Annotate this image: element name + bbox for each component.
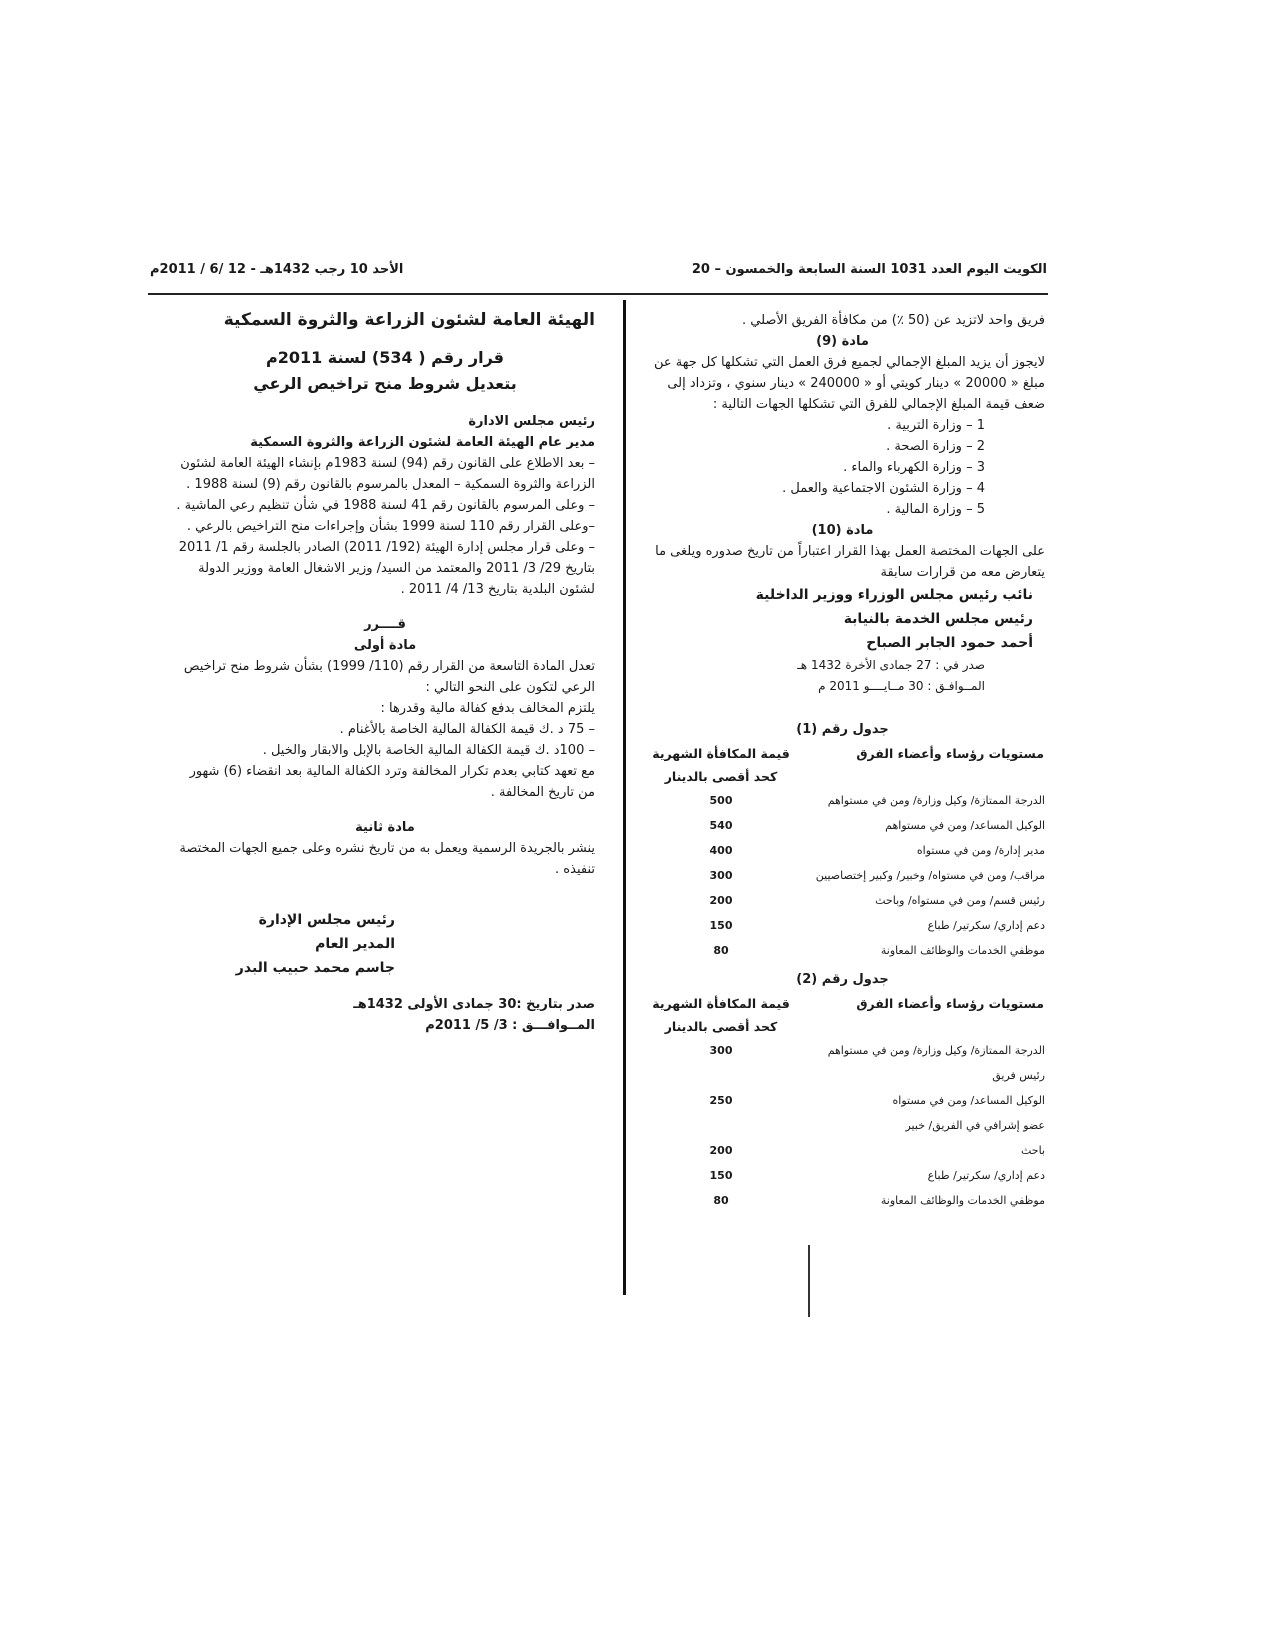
table-1-header-value-sub: كحد أقصى بالدينار (664, 769, 778, 784)
signature-name: جاسم محمد حبيب البدر (235, 960, 395, 976)
table-row: الدرجة الممتازة/ وكيل وزارة/ ومن في مستواهم 500 (709, 794, 1045, 807)
article-1-title: مادة أولى (353, 638, 417, 653)
table-2-header-value: قيمة المكافأة الشهرية (652, 996, 790, 1011)
column-divider (623, 300, 626, 1295)
ministry-item: 2 – وزارة الصحة . (886, 439, 985, 454)
table-row: مدير إدارة/ ومن في مستواه 400 (709, 844, 1045, 857)
article-2-text: ينشر بالجريدة الرسمية ويعمل به من تاريخ نشره وعلى جميع الجهات المختصة تنفيذه . (179, 841, 595, 877)
table-row: دعم إداري/ سكرتير/ طباع 150 (709, 919, 1045, 932)
table-row: رئيس قسم/ ومن في مستواه/ وباحث 200 (709, 894, 1045, 907)
table-2-header-value-sub: كحد أقصى بالدينار (664, 1019, 778, 1034)
article-1-line: مع تعهد كتابي بعدم تكرار المخالفة وترد الكفالة المالية بعد انقضاء (6) شهور من تاريخ المخالفة . (189, 764, 595, 800)
signature-title-1: رئيس مجلس الإدارة (258, 912, 395, 928)
article-10-title: مادة (10) (811, 523, 874, 538)
table-1-header-value: قيمة المكافأة الشهرية (652, 746, 790, 761)
preamble-item: – بعد الاطلاع على القانون رقم (94) لسنة 1983م بإنشاء الهيئة العامة لشئون الزراعة والثروة السمكية – المعدل بالمرسوم بالقانون رقم (9) لسنة 1988 . (180, 456, 595, 492)
issuer-line-1: رئيس مجلس الادارة (468, 414, 595, 429)
article-10-text: على الجهات المختصة العمل بهذا القرار اعتباراً من تاريخ صدوره ويلغى ما يتعارض معه من قرارات سابقة (655, 544, 1045, 580)
preamble-item: – وعلى المرسوم بالقانون رقم 41 لسنة 1988 في شأن تنظيم رعي الماشية . (176, 498, 595, 513)
decision-subject: بتعديل شروط منح تراخيص الرعي (253, 374, 517, 393)
ministry-item: 3 – وزارة الكهرباء والماء . (843, 460, 985, 475)
continuation-column (640, 310, 1045, 1213)
header-date: الأحد 10 رجب 1432هـ - 12 /6 / 2011م (150, 262, 404, 277)
header-rule (148, 293, 1048, 295)
preamble-item: – وعلى قرار مجلس إدارة الهيئة (192/ 2011) الصادر بالجلسة رقم 1/ 2011 بتاريخ 29/ 3/ 2011 والمعتمد من السيد/ وزير الاشغال العامة ووزير الدولة لشئون البلدية بتاريخ 13/ 4/ 2011 . (178, 540, 595, 597)
article-9-text: لايجوز أن يزيد المبلغ الإجمالي لجميع فرق العمل التي تشكلها كل جهة عن مبلغ « 20000 » دينار كويتي أو « 240000 » دينار سنوي ، وتزداد إلى ضعف قيمة المبلغ الإجمالي للفرق التي تشكلها الجهات التالية : (653, 355, 1045, 412)
signature-line-2: رئيس مجلس الخدمة بالنيابة (843, 611, 1033, 627)
ministry-item: 5 – وزارة المالية . (886, 502, 985, 517)
table-1-header-level: مستويات رؤساء وأعضاء الفرق (856, 746, 1044, 761)
ministry-item: 4 – وزارة الشئون الاجتماعية والعمل . (782, 481, 985, 496)
article-1-line: – 75 د .ك قيمة الكفالة المالية الخاصة بالأغنام . (339, 722, 595, 737)
signature-name: أحمد حمود الجابر الصباح (866, 635, 1033, 651)
issued-date: صدر في : 27 جمادى الأخرة 1432 هـ (797, 658, 985, 672)
table-row: موظفي الخدمات والوظائف المعاونة 80 (713, 944, 1045, 957)
stray-mark (808, 1245, 810, 1317)
table-row: الوكيل المساعد/ ومن في مستواه 250 (709, 1094, 1045, 1107)
article-1-line: يلتزم المخالف بدفع كفالة مالية وقدرها : (380, 701, 595, 716)
article-1-line: – 100د .ك قيمة الكفالة المالية الخاصة بالإبل والابقار والخيل . (262, 743, 595, 758)
signature-title-2: المدير العام (315, 936, 395, 952)
table-row: دعم إداري/ سكرتير/ طباع 150 (709, 1169, 1045, 1182)
agency-title: الهيئة العامة لشئون الزراعة والثروة السمكية (223, 310, 595, 330)
header-issue-info: الكويت اليوم العدد 1031 السنة السابعة والخمسون – 20 (691, 262, 1047, 277)
article-1-line: تعدل المادة التاسعة من القرار رقم (110/ 1999) بشأن شروط منح تراخيص الرعي لتكون على النحو التالي : (183, 659, 595, 695)
table-2-caption: جدول رقم (2) (796, 972, 889, 987)
table-2-header-level: مستويات رؤساء وأعضاء الفرق (856, 996, 1044, 1011)
signature-line-1: نائب رئيس مجلس الوزراء ووزير الداخلية (755, 587, 1033, 603)
table-row: موظفي الخدمات والوظائف المعاونة 80 (713, 1194, 1045, 1207)
ministry-item: 1 – وزارة التربية . (887, 418, 985, 433)
decision-number: قرار رقم ( 534) لسنة 2011م (265, 348, 505, 367)
corresponding-date: المــوافـــق : 3/ 5/ 2011م (425, 1018, 595, 1033)
article-9-title: مادة (9) (816, 334, 869, 349)
table-row: باحث 200 (709, 1144, 1045, 1157)
continuation-text: فريق واحد لاتزيد عن (50 ٪) من مكافأة الفريق الأصلي . (742, 313, 1045, 328)
corresponding-date: المــوافـق : 30 مــايــــو 2011 م (818, 679, 985, 693)
table-row: الوكيل المساعد/ ومن في مستواهم 540 (709, 819, 1045, 832)
table-2 (650, 992, 1045, 1213)
article-2-title: مادة ثانية (355, 820, 415, 835)
table-1-caption: جدول رقم (1) (796, 722, 889, 737)
table-1 (650, 742, 1045, 963)
decides-heading: قــــرر (364, 617, 406, 632)
issuer-line-2: مدير عام الهيئة العامة لشئون الزراعة والثروة السمكية (250, 435, 595, 450)
table-row: الدرجة الممتازة/ وكيل وزارة/ ومن في مستواهم 300 (709, 1044, 1045, 1057)
decision-534-column (175, 310, 595, 1036)
table-row: عضو إشرافي في الفريق/ خبير (905, 1119, 1045, 1132)
preamble-item: –وعلى القرار رقم 110 لسنة 1999 بشأن وإجراءات منح التراخيص بالرعي . (186, 519, 595, 534)
issued-date: صدر بتاريخ :30 جمادى الأولى 1432هـ (353, 997, 595, 1012)
table-row: مراقب/ ومن في مستواه/ وخبير/ وكبير إختصاصيين 300 (709, 869, 1045, 882)
table-row: رئيس فريق (992, 1069, 1045, 1082)
